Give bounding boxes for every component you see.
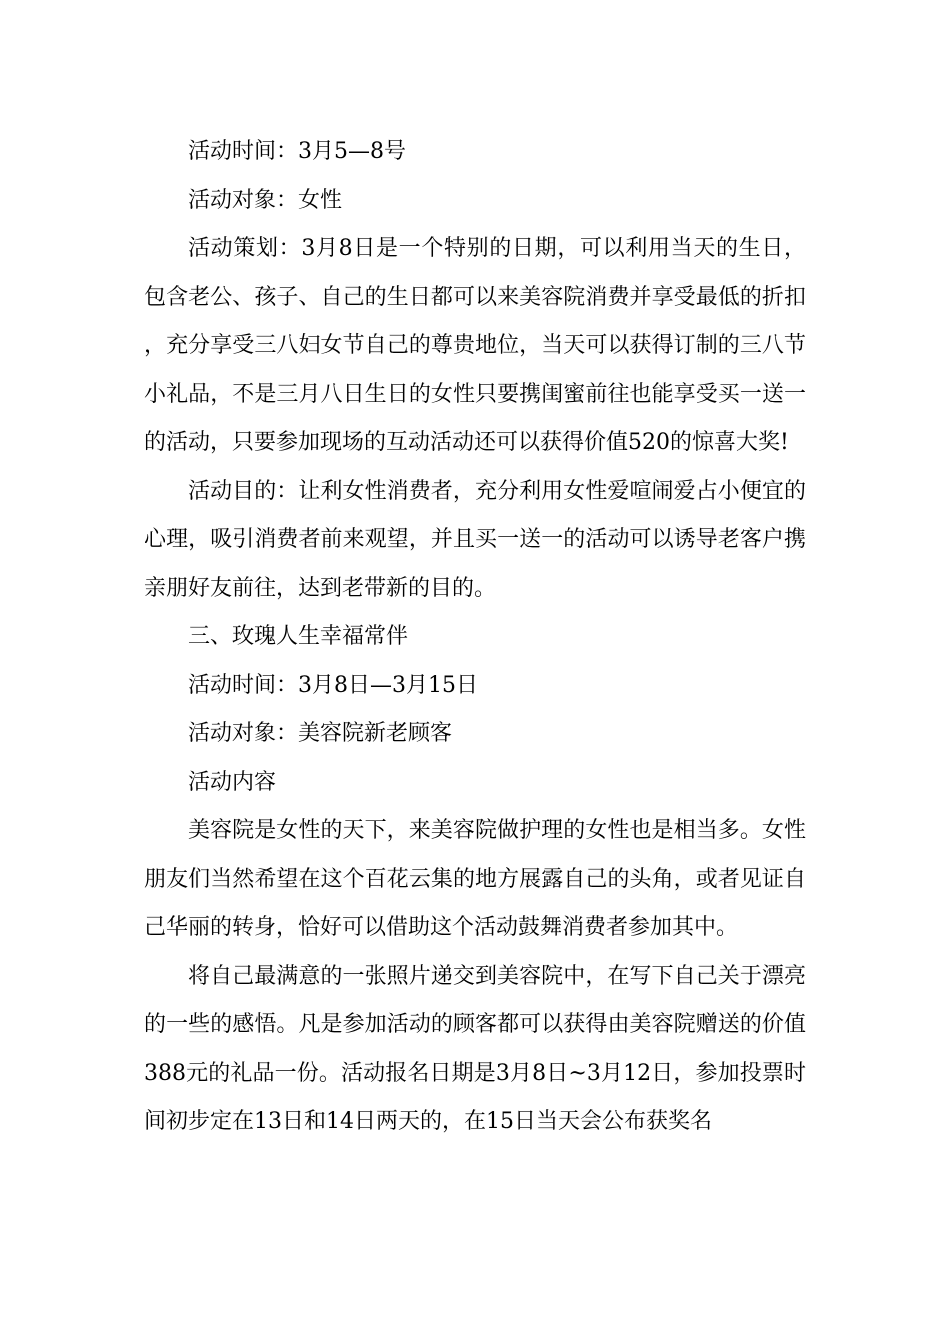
paragraph-activity-purpose: 活动目的：让利女性消费者，充分利用女性爱喧闹爱占小便宜的心理，吸引消费者前来观望，并且买一送一的活动可以诱导老客户携亲朋好友前往，达到老带新的目的。 bbox=[144, 478, 806, 601]
section-heading-3: 三、玫瑰人生幸福常伴 bbox=[188, 624, 409, 649]
paragraph-content-intro: 美容院是女性的天下，来美容院做护理的女性也是相当多。女性朋友们当然希望在这个百花云集的地方展露自己的头角，或者见证自己华丽的转身，恰好可以借助这个活动鼓舞消费者参加其中。 bbox=[144, 818, 806, 940]
paragraph-activity-target-1: 活动对象：女性 bbox=[188, 187, 343, 213]
paragraph-activity-plan: 活动策划：3月8日是一个特别的日期，可以利用当天的生日，包含老公、孩子、自己的生日都可以来美容院消费并享受最低的折扣，充分享受三八妇女节自己的尊贵地位，当天可以获得订制的三八节小礼品，不是三月八日生日的女性只要携闺蜜前往也能享受买一送一的活动，只要参加现场的互动活动还可以获得价值520的惊喜大奖! bbox=[144, 236, 806, 455]
document-body bbox=[144, 128, 806, 1147]
paragraph-activity-target-2: 活动对象：美容院新老顾客 bbox=[188, 721, 453, 746]
paragraph-activity-time-2: 活动时间：3月8日—3月15日 bbox=[188, 672, 478, 698]
paragraph-activity-content-heading: 活动内容 bbox=[188, 769, 277, 795]
paragraph-activity-time-1: 活动时间：3月5—8号 bbox=[188, 139, 406, 164]
paragraph-content-details: 将自己最满意的一张照片递交到美容院中，在写下自己关于漂亮的一些的感悟。凡是参加活动的顾客都可以获得由美容院赠送的价值388元的礼品一份。活动报名日期是3月8日~3月12日，参加投票时间初步定在13日和14日两天的，在15日当天会公布获奖名 bbox=[144, 963, 806, 1134]
